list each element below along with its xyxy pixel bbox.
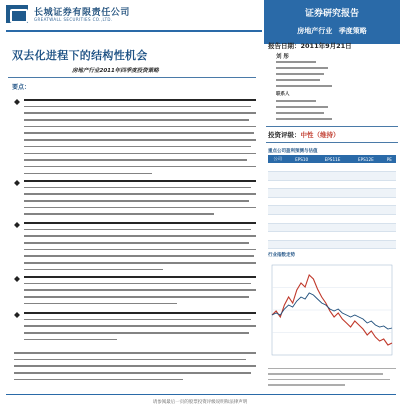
table-divider xyxy=(266,142,398,143)
table-cell xyxy=(268,215,287,224)
table-cell xyxy=(268,163,287,172)
table-row xyxy=(268,215,396,224)
table-cell xyxy=(268,189,287,198)
analyst-info-line xyxy=(276,73,324,75)
table-row xyxy=(268,223,396,232)
risk-note xyxy=(14,352,256,385)
contact-label: 联系人 xyxy=(276,92,290,97)
rating-value: 中性（维持） xyxy=(300,131,340,139)
table-cell xyxy=(316,240,349,249)
company-name-en: GREATWALL SECURITIES CO.,LTD. xyxy=(34,17,113,22)
table-cell xyxy=(316,189,349,198)
table-cell xyxy=(316,206,349,215)
strategy-label: 季度策略 xyxy=(338,27,367,35)
bullet-icon xyxy=(14,276,20,282)
table-row xyxy=(268,197,396,206)
table-header-row xyxy=(268,155,396,163)
table-cell xyxy=(287,197,315,206)
rating-label: 投资评级： xyxy=(268,131,301,139)
rating-divider xyxy=(266,126,398,127)
chart-title: 行业指数走势 xyxy=(268,253,295,258)
table-cell xyxy=(349,223,382,232)
table-cell xyxy=(287,232,315,241)
table-cell xyxy=(349,197,382,206)
table-cell xyxy=(383,223,396,232)
analyst-info-line xyxy=(276,61,316,63)
table-cell xyxy=(316,232,349,241)
analyst-info-line xyxy=(276,85,332,87)
summary-paragraph xyxy=(24,276,256,309)
table-cell xyxy=(268,172,287,181)
title-divider xyxy=(8,77,256,78)
table-cell xyxy=(268,197,287,206)
analyst-info-line xyxy=(276,79,320,81)
table-cell xyxy=(287,215,315,224)
analyst-info-line xyxy=(276,67,328,69)
table-cell xyxy=(383,232,396,241)
table-header-cell: 公司 xyxy=(268,155,287,163)
table-cell xyxy=(383,215,396,224)
table-cell xyxy=(383,180,396,189)
company-logo-icon xyxy=(6,5,28,23)
bullet-icon xyxy=(14,180,20,186)
table-cell xyxy=(316,215,349,224)
table-cell xyxy=(349,180,382,189)
table-row xyxy=(268,172,396,181)
page-title: 双去化进程下的结构性机会 xyxy=(12,49,148,62)
summary-paragraph xyxy=(24,180,256,220)
table-header-cell: EPS11E xyxy=(316,155,349,163)
bullet-icon xyxy=(14,222,20,228)
table-header-cell: PE xyxy=(383,155,396,163)
table-cell xyxy=(349,240,382,249)
company-name-cn: 长城证券有限责任公司 xyxy=(34,8,131,18)
investment-rating xyxy=(268,130,340,139)
summary-heading: 要点： xyxy=(12,84,31,91)
contact-info-line xyxy=(276,100,316,102)
report-category xyxy=(264,26,400,36)
table-cell xyxy=(316,163,349,172)
table-row xyxy=(268,232,396,241)
footer-disclaimer: 请参阅最后一页的股票投资评级说明和法律声明 xyxy=(152,400,248,405)
table-cell xyxy=(287,206,315,215)
table-cell xyxy=(268,240,287,249)
table-cell xyxy=(268,180,287,189)
table-cell xyxy=(383,240,396,249)
table-row xyxy=(268,189,396,198)
table-header-cell: EPS10 xyxy=(287,155,315,163)
industry-label: 房地产行业 xyxy=(297,27,333,35)
table-row xyxy=(268,206,396,215)
table-cell xyxy=(383,189,396,198)
chart-source-note xyxy=(268,368,396,390)
table-cell xyxy=(349,172,382,181)
table-cell xyxy=(383,197,396,206)
table-cell xyxy=(349,215,382,224)
header-band xyxy=(264,0,400,44)
header-rule xyxy=(6,30,262,32)
forecast-table xyxy=(268,155,396,249)
table-cell xyxy=(316,197,349,206)
page-subtitle: 房地产行业2011年四季度投资策略 xyxy=(72,68,159,74)
table-cell xyxy=(383,172,396,181)
summary-paragraph xyxy=(24,222,256,276)
contact-info-line xyxy=(276,112,324,114)
table-cell xyxy=(287,172,315,181)
table-header-cell: EPS12E xyxy=(349,155,382,163)
footer-rule xyxy=(6,394,396,395)
report-date: 报告日期：2011年9月21日 xyxy=(268,42,352,50)
table-cell xyxy=(268,223,287,232)
table-cell xyxy=(349,163,382,172)
bullet-icon xyxy=(14,99,20,105)
table-cell xyxy=(287,240,315,249)
table-cell xyxy=(349,206,382,215)
table-cell xyxy=(268,232,287,241)
table-cell xyxy=(349,189,382,198)
table-cell xyxy=(316,180,349,189)
table-cell xyxy=(268,206,287,215)
table-title: 重点公司盈利预测与估值 xyxy=(268,149,318,154)
table-cell xyxy=(287,223,315,232)
table-cell xyxy=(383,206,396,215)
table-cell xyxy=(287,163,315,172)
table-cell xyxy=(316,172,349,181)
index-chart xyxy=(268,259,396,363)
table-row xyxy=(268,163,396,172)
table-cell xyxy=(287,189,315,198)
contact-info-line xyxy=(276,118,332,120)
table-row xyxy=(268,240,396,249)
table-cell xyxy=(349,232,382,241)
report-type: 证券研究报告 xyxy=(304,9,359,19)
table-cell xyxy=(383,163,396,172)
table-cell xyxy=(316,223,349,232)
table-cell xyxy=(287,180,315,189)
summary-paragraph xyxy=(24,99,256,179)
analyst-name: 刘 彤 xyxy=(276,54,289,60)
summary-paragraph xyxy=(24,312,256,345)
table-row xyxy=(268,180,396,189)
contact-info-line xyxy=(276,106,328,108)
bullet-icon xyxy=(14,312,20,318)
